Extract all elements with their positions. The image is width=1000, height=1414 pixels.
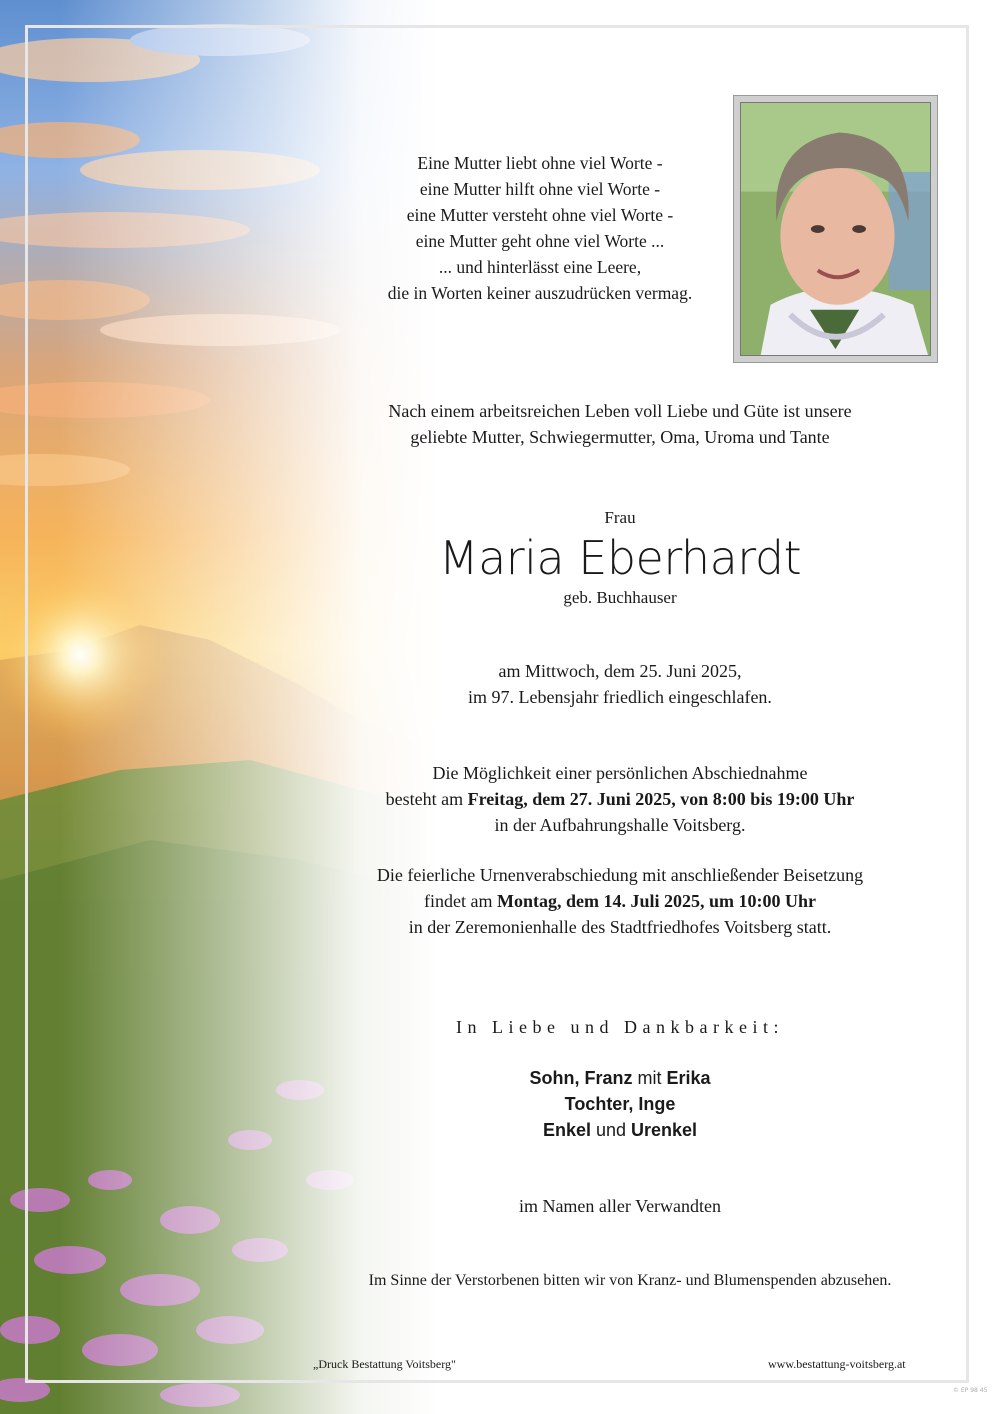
family-line xyxy=(320,1117,920,1143)
death-notice xyxy=(320,658,920,710)
deceased-title: Frau xyxy=(604,508,636,527)
poem-line: eine Mutter geht ohne viel Worte ... xyxy=(415,231,665,251)
death-line: am Mittwoch, dem 25. Juni 2025, xyxy=(498,661,742,681)
intro-line: Nach einem arbeitsreichen Leben voll Liebe und Güte ist unsere xyxy=(388,401,852,421)
viewing-info xyxy=(320,760,920,838)
intro-line: geliebte Mutter, Schwiegermutter, Oma, Uroma und Tante xyxy=(410,427,830,447)
burial-line xyxy=(320,888,920,914)
family-line xyxy=(320,1065,920,1091)
family-name: Tochter, Inge xyxy=(564,1094,676,1114)
poem-line: eine Mutter hilft ohne viel Worte - xyxy=(419,179,661,199)
burial-info xyxy=(320,862,920,940)
family-connector: mit xyxy=(632,1068,667,1088)
death-line: im 97. Lebensjahr friedlich eingeschlafen. xyxy=(468,687,772,707)
poem-line: Eine Mutter liebt ohne viel Worte - xyxy=(417,153,663,173)
viewing-line: Die Möglichkeit einer persönlichen Abschiednahme xyxy=(432,763,808,783)
poem xyxy=(300,150,780,306)
family-name: Sohn, Franz xyxy=(529,1068,633,1088)
relatives-note: im Namen aller Verwandten xyxy=(518,1196,722,1216)
family-name: Urenkel xyxy=(631,1120,698,1140)
viewing-line: in der Aufbahrungshalle Voitsberg. xyxy=(494,815,746,835)
poem-line: die in Worten keiner auszudrücken vermag. xyxy=(387,283,693,303)
burial-prefix: findet am xyxy=(424,891,497,911)
deceased-name: Maria Eberhardt xyxy=(438,531,802,585)
viewing-line xyxy=(320,786,920,812)
website-link[interactable]: www.bestattung-voitsberg.at xyxy=(768,1357,906,1371)
burial-date: Montag, dem 14. Juli 2025, um 10:00 Uhr xyxy=(496,891,816,911)
poem-line: eine Mutter versteht ohne viel Worte - xyxy=(406,205,674,225)
family-line xyxy=(320,1091,920,1117)
print-code: © EP 98 45 xyxy=(953,1387,988,1394)
burial-line: Die feierliche Urnenverabschiedung mit anschließender Beisetzung xyxy=(376,865,864,885)
donation-request: Im Sinne der Verstorbenen bitten wir von Kranz- und Blumenspenden abzusehen. xyxy=(368,1272,892,1289)
burial-line: in der Zeremonienhalle des Stadtfriedhofes Voitsberg statt. xyxy=(408,917,832,937)
family-name: Enkel xyxy=(542,1120,591,1140)
viewing-date: Freitag, dem 27. Juni 2025, von 8:00 bis 19:00 Uhr xyxy=(467,789,855,809)
family-list xyxy=(320,1065,920,1143)
thanks-heading: In Liebe und Dankbarkeit: xyxy=(456,1017,784,1037)
family-name: Erika xyxy=(666,1068,711,1088)
family-connector: und xyxy=(590,1120,632,1140)
maiden-name: geb. Buchhauser xyxy=(563,588,677,607)
printer-credit: „Druck Bestattung Voitsberg" xyxy=(313,1357,456,1371)
poem-line: ... und hinterlässt eine Leere, xyxy=(438,257,642,277)
intro-text xyxy=(320,398,920,450)
viewing-prefix: besteht am xyxy=(385,789,468,809)
